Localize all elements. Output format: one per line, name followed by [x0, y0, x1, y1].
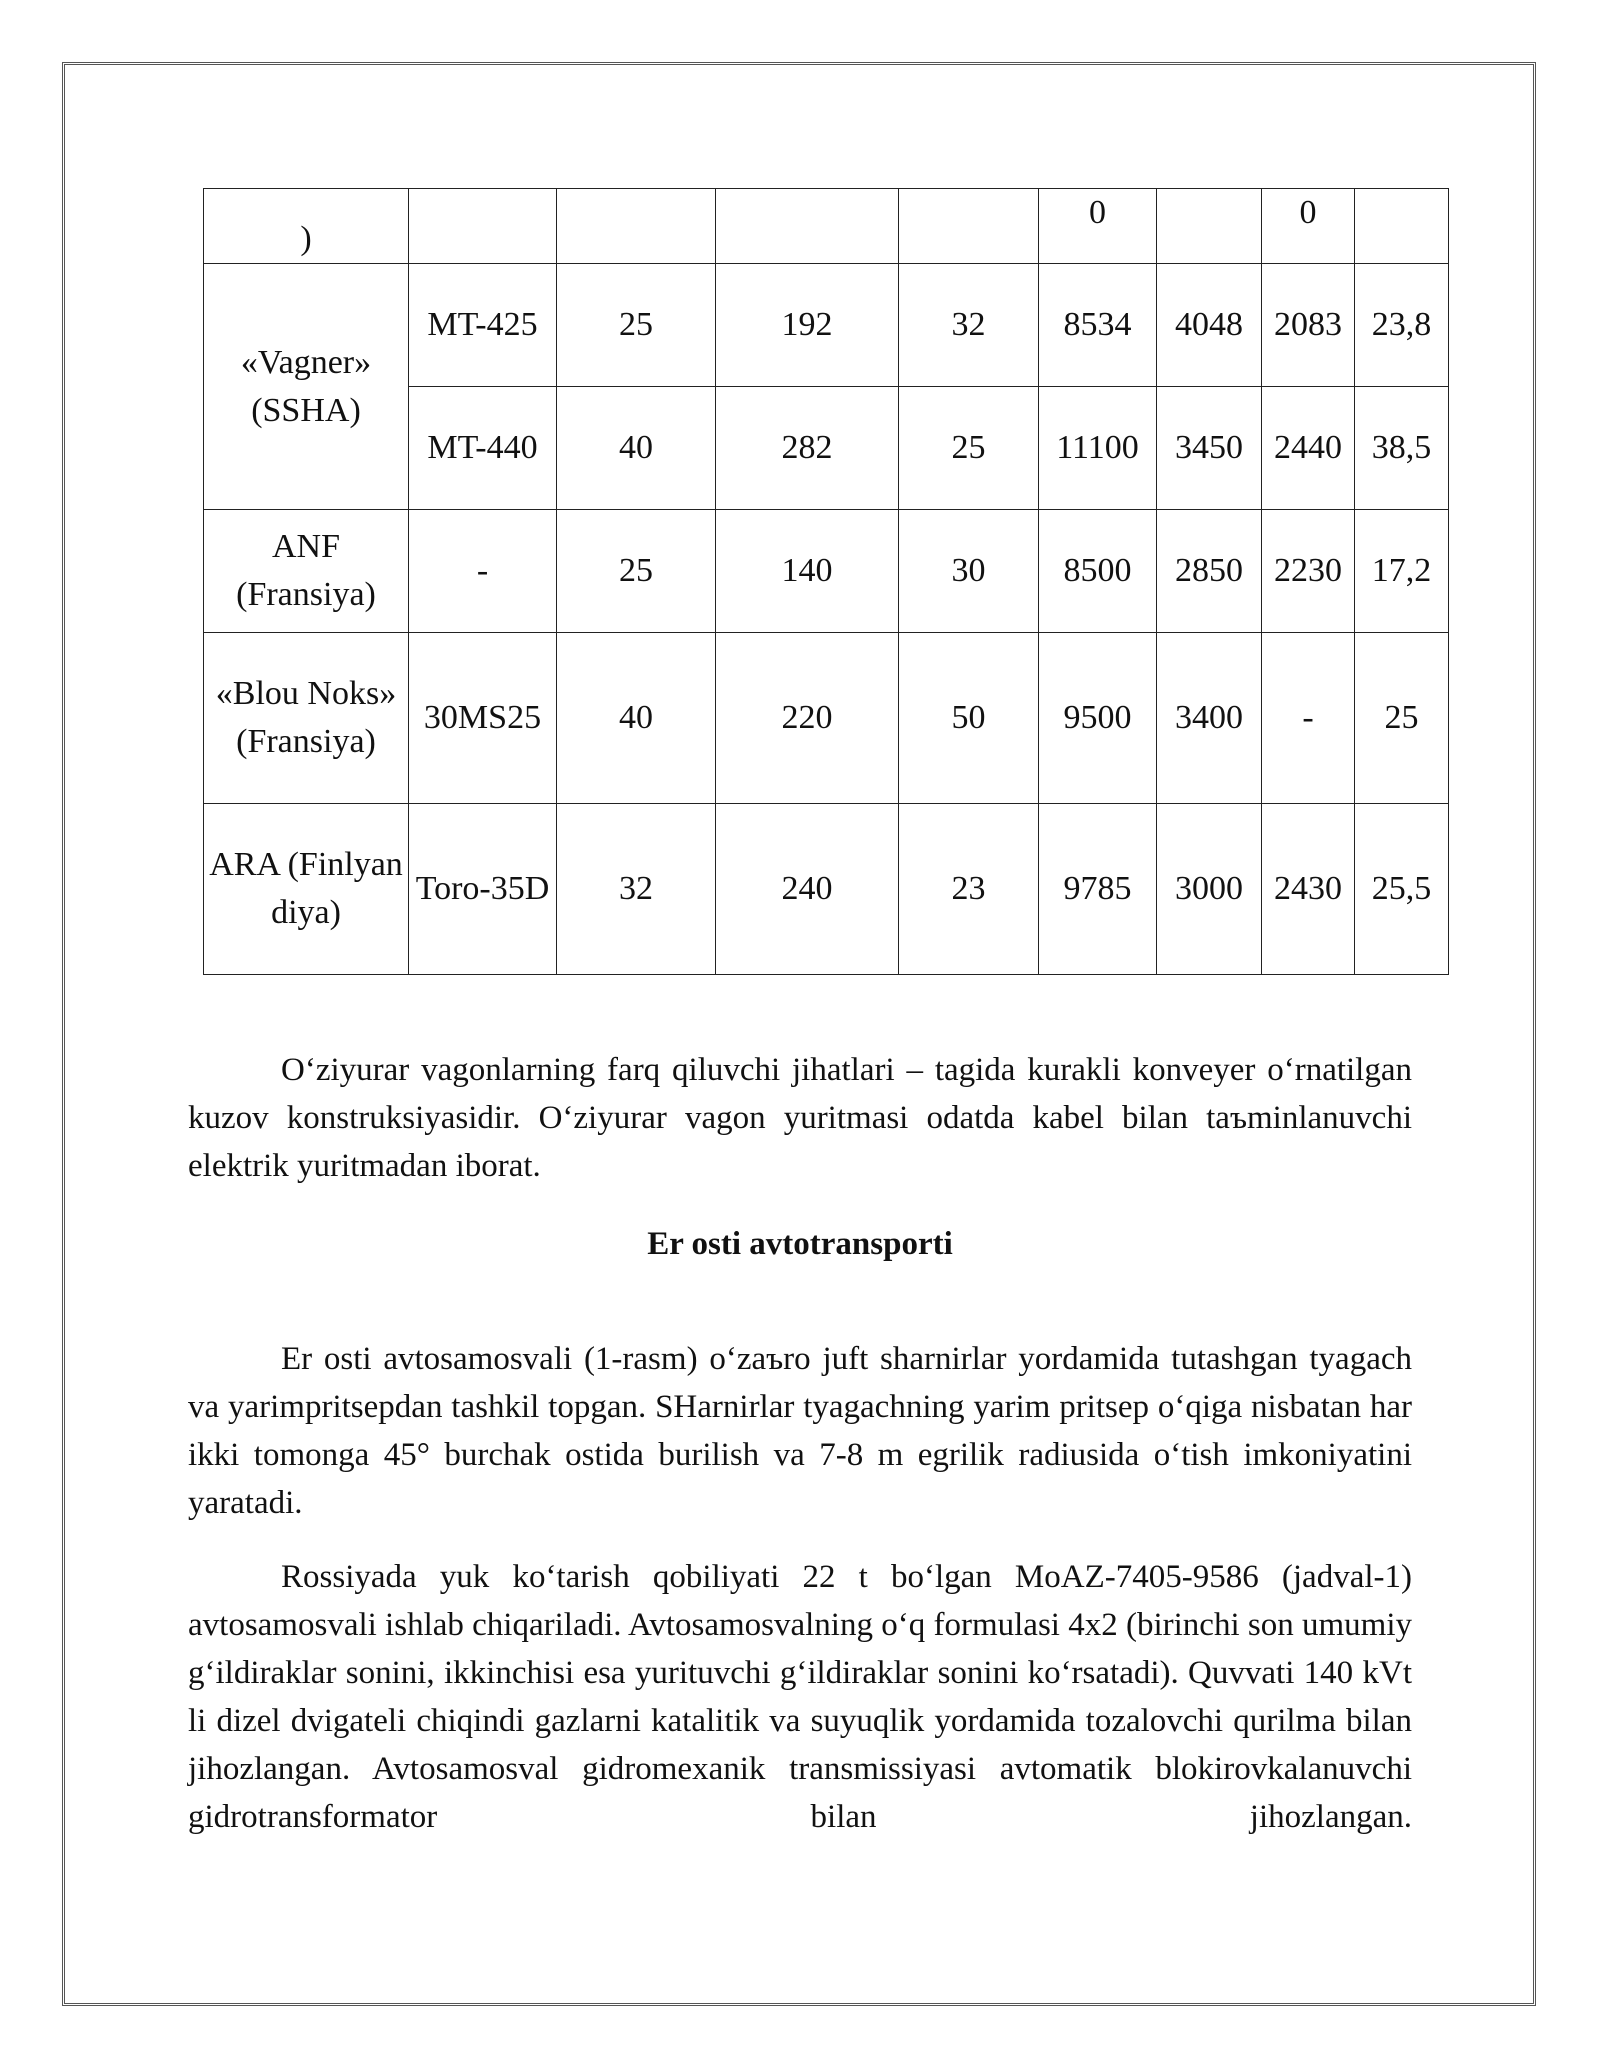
- table-cell: 3000: [1157, 804, 1262, 975]
- table-cell: 2083: [1262, 264, 1355, 387]
- paragraph-wagons: O‘ziyurar vagonlarning farq qiluvchi jihatlari – tagida kurakli konveyer o‘rnatilgan kuzov konstruksiyasidir. O‘ziyurar vagon yuritmasi odatda kabel bilan taъminlanuvchi elektrik yuritmadan iborat.: [188, 1052, 1412, 1184]
- table-cell: 2850: [1157, 510, 1262, 633]
- table-cell: [1157, 189, 1262, 264]
- table-cell: 25: [557, 264, 716, 387]
- table-cell: [1355, 189, 1449, 264]
- table-cell: MT-425: [409, 264, 557, 387]
- table-row: [204, 510, 1449, 633]
- table-cell: 38,5: [1355, 387, 1449, 510]
- table-row: [204, 633, 1449, 804]
- table-cell: [716, 189, 899, 264]
- table-cell: [899, 189, 1039, 264]
- table-cell: 23,8: [1355, 264, 1449, 387]
- table-cell: 50: [899, 633, 1039, 804]
- table-cell: 8534: [1039, 264, 1157, 387]
- table-cell: 11100: [1039, 387, 1157, 510]
- table-cell: MT-440: [409, 387, 557, 510]
- table-cell: 140: [716, 510, 899, 633]
- table-cell: 3450: [1157, 387, 1262, 510]
- paragraph-dump-truck: Er osti avtosamosvali (1-rasm) o‘zaъro juft sharnirlar yordamida tutashgan tyagach va yarimpritsepdan tashkil topgan. SHarnirlar tyagachning yarim pritsep o‘qiga nisbatan har ikki tomonga 45° burchak ostida burilish va 7-8 m egrilik radiusida o‘tish imkoniyatini yaratadi.: [188, 1341, 1412, 1521]
- table-cell: 192: [716, 264, 899, 387]
- manufacturer-cell: «Blou Noks» (Fransiya): [204, 633, 409, 804]
- table-cell: 2230: [1262, 510, 1355, 633]
- specifications-table: [203, 188, 1449, 975]
- table-cell: 0: [1039, 189, 1157, 264]
- table-cell: 40: [557, 633, 716, 804]
- table-cell: -: [1262, 633, 1355, 804]
- table-cell: 25: [899, 387, 1039, 510]
- table-cell: 32: [899, 264, 1039, 387]
- table-cell: ): [204, 189, 409, 264]
- table-cell: 30: [899, 510, 1039, 633]
- table-cell: 30MS25: [409, 633, 557, 804]
- table-cell: 2440: [1262, 387, 1355, 510]
- table-cell: 25,5: [1355, 804, 1449, 975]
- table-cell: 240: [716, 804, 899, 975]
- table-cell: 0: [1262, 189, 1355, 264]
- section-heading: Er osti avtotransporti: [647, 1226, 953, 1262]
- manufacturer-cell: ANF (Fransiya): [204, 510, 409, 633]
- table-cell: 40: [557, 387, 716, 510]
- table-cell: 25: [557, 510, 716, 633]
- table-cell: Toro-35D: [409, 804, 557, 975]
- table-cell: 32: [557, 804, 716, 975]
- table-cell: 25: [1355, 633, 1449, 804]
- table-row: [204, 804, 1449, 975]
- table-cell: 8500: [1039, 510, 1157, 633]
- table-cell: 3400: [1157, 633, 1262, 804]
- paragraph-moaz: Rossiyada yuk ko‘tarish qobiliyati 22 t bo‘lgan MoAZ-7405-9586 (jadval-1) avtosamosvali ishlab chiqariladi. Avtosamosvalning o‘q formulasi 4x2 (birinchi son umumiy g‘ildiraklar sonini, ikkinchisi esa yurituvchi g‘ildiraklar sonini ko‘rsatadi). Quvvati 140 kVt li dizel dvigateli chiqindi gazlarni katalitik va suyuqlik yordamida tozalovchi qurilma bilan jihozlangan. Avtosamosval gidromexanik transmissiyasi avtomatik blokirovkalanuvchi gidrotransformator bilan jihozlangan.: [188, 1559, 1412, 1835]
- table-cell: -: [409, 510, 557, 633]
- table-row: [204, 189, 1449, 264]
- table-cell: 23: [899, 804, 1039, 975]
- table-row: [204, 264, 1449, 387]
- table-cell: 282: [716, 387, 899, 510]
- table-cell: [409, 189, 557, 264]
- table-cell: 9500: [1039, 633, 1157, 804]
- manufacturer-cell: «Vagner» (SSHA): [204, 264, 409, 510]
- table-cell: 220: [716, 633, 899, 804]
- table-cell: 2430: [1262, 804, 1355, 975]
- table-cell: [557, 189, 716, 264]
- table-cell: 17,2: [1355, 510, 1449, 633]
- table-cell: 4048: [1157, 264, 1262, 387]
- manufacturer-cell: ARA (Finlyandiya): [204, 804, 409, 975]
- table-cell: 9785: [1039, 804, 1157, 975]
